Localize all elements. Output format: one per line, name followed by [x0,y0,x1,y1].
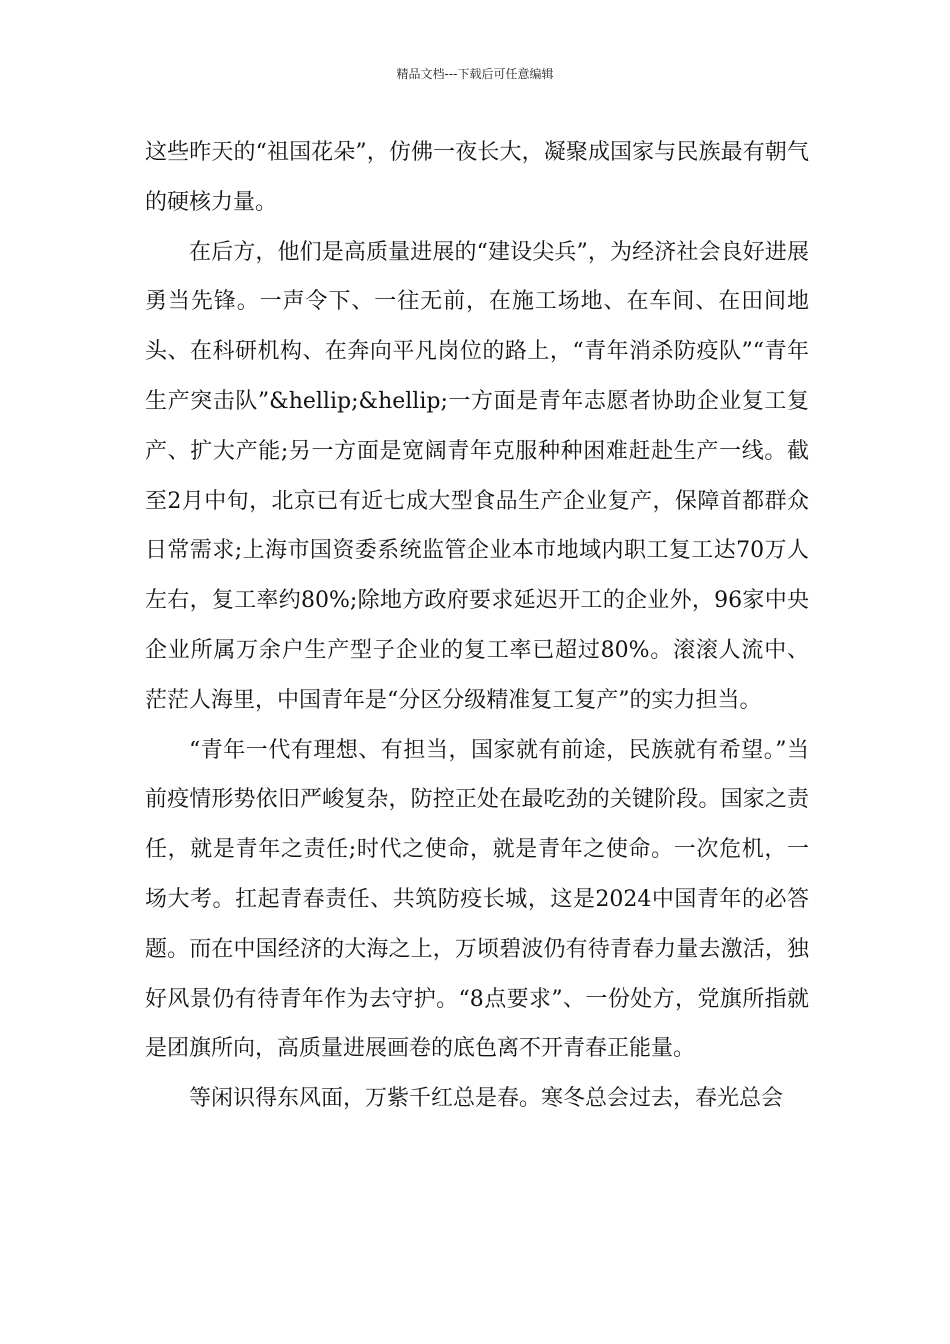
paragraph-4: 等闲识得东风面，万紫千红总是春。寒冬总会过去，春光总会 [189,1086,784,1112]
page-header: 精品文档---下载后可任意编辑 [396,67,554,81]
paragraph-1: 这些昨天的“祖国花朵”，仿佛一夜长大，凝聚成国家与民族最有朝气的硬核力量。 [145,140,809,215]
paragraph-3: “青年一代有理想、有担当，国家就有前途，民族就有希望。”当前疫情形势依旧严峻复杂，防控正处在最吃劲的关键阶段。国家之责任，就是青年之责任;时代之使命，就是青年之使命。一次危机，一场大考。扛起青春责任、共筑防疫长城，这是2024中国青年的必答题。而在中国经济的大海之上，万顷碧波仍有待青春力量去激活，独好风景仍有待青年作为去守护。“8点要求”、一份处方，党旗所指就是团旗所向，高质量进展画卷的底色离不开青春正能量。 [145,737,809,1062]
paragraph-2: 在后方，他们是高质量进展的“建设尖兵”，为经济社会良好进展勇当先锋。一声令下、一往无前，在施工场地、在车间、在田间地头、在科研机构、在奔向平凡岗位的路上，“青年消杀防疫队”“青年生产突击队”&hellip;&hellip;一方面是青年志愿者协助企业复工复产、扩大产能;另一方面是宽阔青年克服种种困难赶赴生产一线。截至2月中旬，北京已有近七成大型食品生产企业复产，保障首都群众日常需求;上海市国资委系统监管企业本市地域内职工复工达70万人左右，复工率约80%;除地方政府要求延迟开工的企业外，96家中央企业所属万余户生产型子企业的复工率已超过80%。滚滚人流中、茫茫人海里，中国青年是“分区分级精准复工复产”的实力担当。 [145,239,809,713]
document-body [145,128,809,1124]
